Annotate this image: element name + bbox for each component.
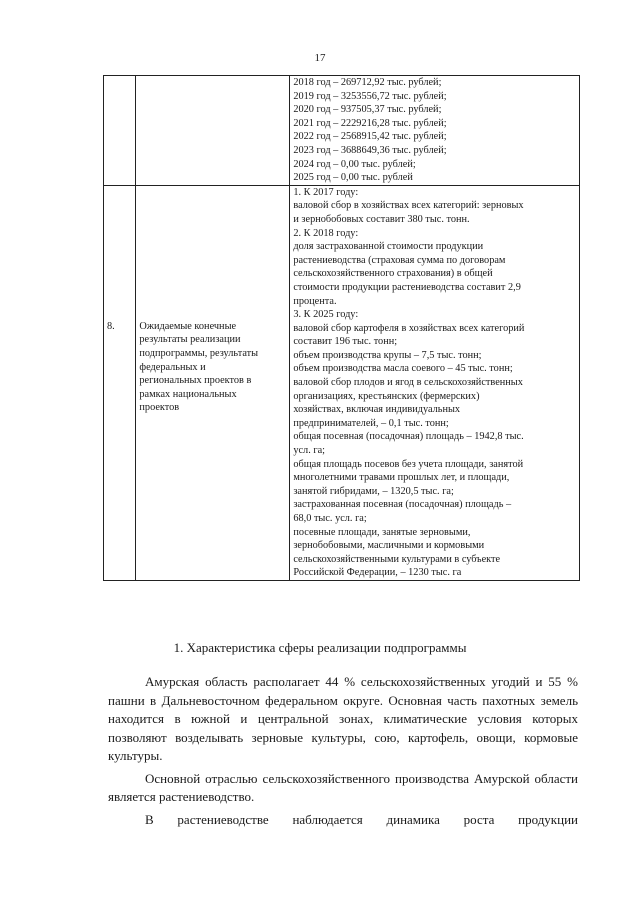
text-line: общая посевная (посадочная) площадь – 1942,8 тыс. xyxy=(293,431,524,443)
text-line: 2023 год – 3688649,36 тыс. рублей; xyxy=(293,144,447,156)
expected-results-cell xyxy=(290,185,580,580)
text-line: общая площадь посевов без учета площади, занятой xyxy=(293,458,524,470)
text-line: 2020 год – 937505,37 тыс. рублей; xyxy=(293,104,442,116)
text-line: растениеводства (страховая сумма по договорам xyxy=(293,254,506,266)
funding-values-cell xyxy=(290,76,580,186)
text-line: 68,0 тыс. усл. га; xyxy=(293,513,367,524)
text-line: Ожидаемые конечные xyxy=(139,320,237,332)
text-line: усл. га; xyxy=(293,445,326,457)
page-number: 17 xyxy=(314,52,326,64)
text-line: объем производства крупы – 7,5 тыс. тонн; xyxy=(293,349,482,361)
text-line: валовой сбор плодов и ягод в сельскохозяйственных xyxy=(293,377,523,389)
body-text xyxy=(108,673,578,833)
text-line: 2018 год – 269712,92 тыс. рублей; xyxy=(293,77,442,88)
row-number-cell: 8. xyxy=(104,185,136,580)
text-line: предпринимателей, – 0,1 тыс. тонн; xyxy=(293,417,449,429)
text-line: составит 196 тыс. тонн; xyxy=(293,336,398,348)
text-line: посевные площади, занятые зерновыми, xyxy=(293,526,471,538)
text-line: валовой сбор картофеля в хозяйствах всех категорий xyxy=(293,322,525,334)
text-line: 2025 год – 0,00 тыс. рублей xyxy=(293,172,413,184)
text-line: подпрограммы, результаты xyxy=(139,347,259,359)
text-line: региональных проектов в xyxy=(139,375,252,387)
text-line: рамках национальных xyxy=(139,388,237,400)
text-line: 1. К 2017 году: xyxy=(293,186,359,198)
row-number-cell xyxy=(104,76,136,186)
text-line: и зернобобовых составит 380 тыс. тонн. xyxy=(293,213,470,225)
row-name-cell xyxy=(136,76,290,186)
paragraph: Основной отраслью сельскохозяйственного производства Амурской области является растениеводство. xyxy=(108,770,578,804)
text-line: 2021 год – 2229216,28 тыс. рублей; xyxy=(293,117,447,129)
text-line: занятой гибридами, – 1320,5 тыс. га; xyxy=(293,485,454,497)
text-line: объем производства масла соевого – 45 тыс. тонн; xyxy=(293,363,513,375)
text-line: 2019 год – 3253556,72 тыс. рублей; xyxy=(293,90,447,102)
text-line: результаты реализации xyxy=(139,334,241,346)
paragraph: Амурская область располагает 44 % сельскохозяйственных угодий и 55 % пашни в Дальневосточном федеральном округе. Основная часть пахотных земель находится в южной и центральной зонах, климатические условия которых позволяют возделывать зерновые культуры, сою, картофель, овощи, кормовые культуры. xyxy=(108,674,578,763)
text-line: 2024 год – 0,00 тыс. рублей; xyxy=(293,158,416,170)
text-line: зернобобовыми, масличными и кормовыми xyxy=(293,540,485,552)
text-line: Российской Федерации, – 1230 тыс. га xyxy=(293,567,462,579)
text-line: сельскохозяйственного страхования) в общей xyxy=(293,268,493,280)
section-heading: 1. Характеристика сферы реализации подпрограммы xyxy=(173,640,467,655)
text-line: 2022 год – 2568915,42 тыс. рублей; xyxy=(293,131,447,143)
text-line: стоимости продукции растениеводства составит 2,9 xyxy=(293,281,521,293)
text-line: организациях, крестьянских (фермерских) xyxy=(293,390,480,402)
text-line: многолетними травами прошлых лет, и площади, xyxy=(293,472,510,484)
text-line: доля застрахованной стоимости продукции xyxy=(293,241,484,253)
text-line: хозяйствах, включая индивидуальных xyxy=(293,404,461,416)
text-line: застрахованная посевная (посадочная) площадь – xyxy=(293,499,512,511)
text-line: проектов xyxy=(139,402,180,414)
text-line: сельскохозяйственными культурами в субъекте xyxy=(293,553,501,565)
text-line: процента. xyxy=(293,295,337,307)
text-line: федеральных и xyxy=(139,361,206,373)
paragraph: В растениеводстве наблюдается динамика роста продукции xyxy=(145,811,578,827)
table-row-funding xyxy=(104,76,580,186)
table-row-expected-results xyxy=(104,185,580,580)
text-line: 3. К 2025 году: xyxy=(293,309,359,321)
row-name-cell xyxy=(136,185,290,580)
text-line: валовой сбор в хозяйствах всех категорий: зерновых xyxy=(293,200,524,212)
text-line: 2. К 2018 году: xyxy=(293,227,359,239)
subprogram-passport-table xyxy=(103,75,580,581)
